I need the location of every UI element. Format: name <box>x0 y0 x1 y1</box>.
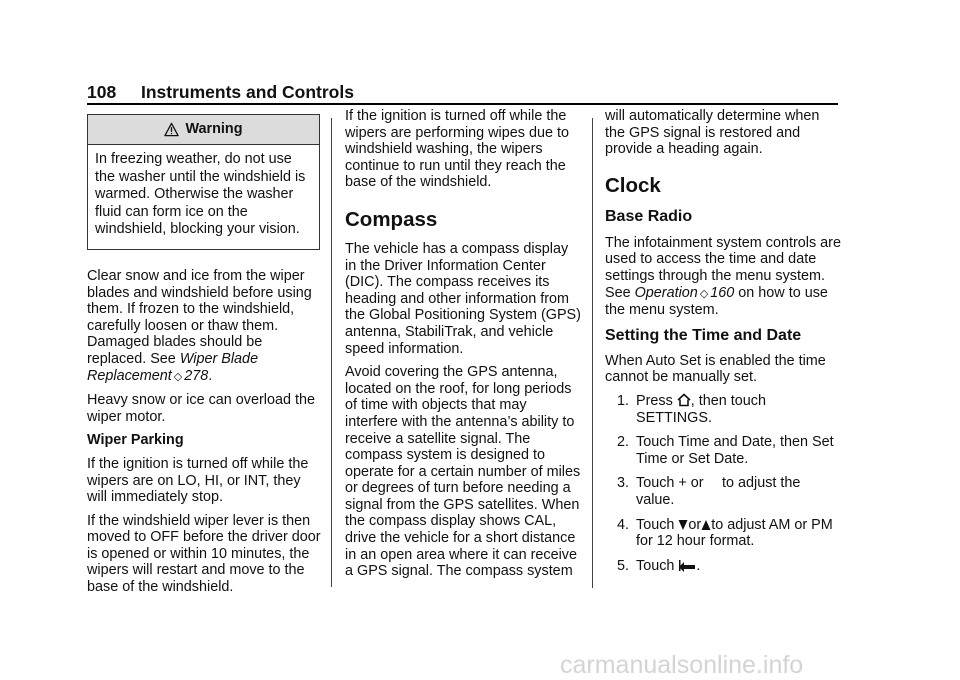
paragraph: Avoid covering the GPS antenna, located on the roof, for long periods of time with objects that may interfere with the antenna’s ability to receive a satellite signal. The compass system is designed to operate for a certain number of miles or degrees of turn before needing a signal from the GPS satellites. When the compass display shows CAL, drive the vehicle for a short distance in an open area where it can receive a GPS signal. The compass system <box>345 364 581 580</box>
page-reference[interactable]: 160 <box>710 284 735 301</box>
heading-compass: Compass <box>345 207 438 231</box>
paragraph: If the ignition is turned off while the wipers are on LO, HI, or INT, they will immediately stop. <box>87 455 309 506</box>
heading-setting-time-date: Setting the Time and Date <box>605 326 802 344</box>
page-ref-icon: ◇ <box>699 287 709 300</box>
warning-triangle-icon <box>164 122 179 137</box>
paragraph: will automatically determine when the GPS signal is restored and provide a heading again. <box>605 108 820 158</box>
paragraph: Clear snow and ice from the wiper blades and windshield before using them. If frozen to the windshield, carefully loosen or thaw them. Damaged blades should be replaced. See Wiper Blade Replacement ◇ 278. <box>87 267 312 384</box>
warning-title: Warning <box>185 121 243 138</box>
list-item: 3. Touch + or to adjust the value. <box>617 475 801 508</box>
list-item: 2. Touch Time and Date, then Set Time or Set Date. <box>617 434 834 467</box>
cross-reference-link[interactable]: Operation <box>634 284 698 301</box>
cross-reference-link[interactable]: Wiper Blade Replacement <box>87 350 259 384</box>
back-icon <box>678 559 696 572</box>
paragraph: The vehicle has a compass display in the Driver Information Center (DIC). The compass receives its heading and other information from the Global Positioning System (GPS) antenna, StabiliTrak, and vehicle speed information. <box>345 240 581 357</box>
warning-box <box>87 114 320 250</box>
header-rule <box>87 103 838 105</box>
warning-text: In freezing weather, do not use the washer until the windshield is warmed. Otherwise the washer fluid can form ice on the windshield, blocking your vision. <box>95 151 306 238</box>
page-ref-icon: ◇ <box>173 370 183 383</box>
page-reference[interactable]: 278 <box>184 367 209 384</box>
paragraph: Heavy snow or ice can overload the wiper motor. <box>87 392 315 425</box>
column-2 <box>345 108 581 587</box>
section-title: Instruments and Controls <box>141 82 354 102</box>
paragraph: The infotainment system controls are used to access the time and date settings through the menu system. See Operation ◇ 160 on how to use the menu system. <box>605 234 841 319</box>
watermark: carmanualsonline.info <box>560 651 804 679</box>
up-arrow-icon <box>701 519 711 531</box>
heading-clock: Clock <box>605 173 661 197</box>
page-number: 108 <box>87 82 117 102</box>
list-item: 5. Touch . <box>617 557 701 574</box>
column-divider <box>331 118 332 587</box>
subheading-wiper-parking: Wiper Parking <box>87 432 184 449</box>
list-item: 4. Touch or to adjust AM or PM for 12 hour format. <box>617 516 833 550</box>
warning-header <box>88 115 319 145</box>
paragraph: When Auto Set is enabled the time cannot be manually set. <box>605 352 826 386</box>
steps-list <box>605 393 841 574</box>
list-item: 1. Press , then touch SETTINGS. <box>617 392 767 426</box>
down-arrow-icon <box>678 519 688 531</box>
paragraph: If the ignition is turned off while the wipers are performing wipes due to windshield washing, the wipers continue to run until they reach the base of the windshield. <box>345 108 569 191</box>
column-3 <box>605 108 841 582</box>
column-1 <box>87 114 322 603</box>
paragraph: If the windshield wiper lever is then moved to OFF before the driver door is opened or within 10 minutes, the wipers will restart and move to the base of the windshield. <box>87 512 321 596</box>
home-icon <box>677 393 691 407</box>
heading-base-radio: Base Radio <box>605 207 693 225</box>
page-header <box>87 82 838 104</box>
column-divider <box>592 118 593 588</box>
